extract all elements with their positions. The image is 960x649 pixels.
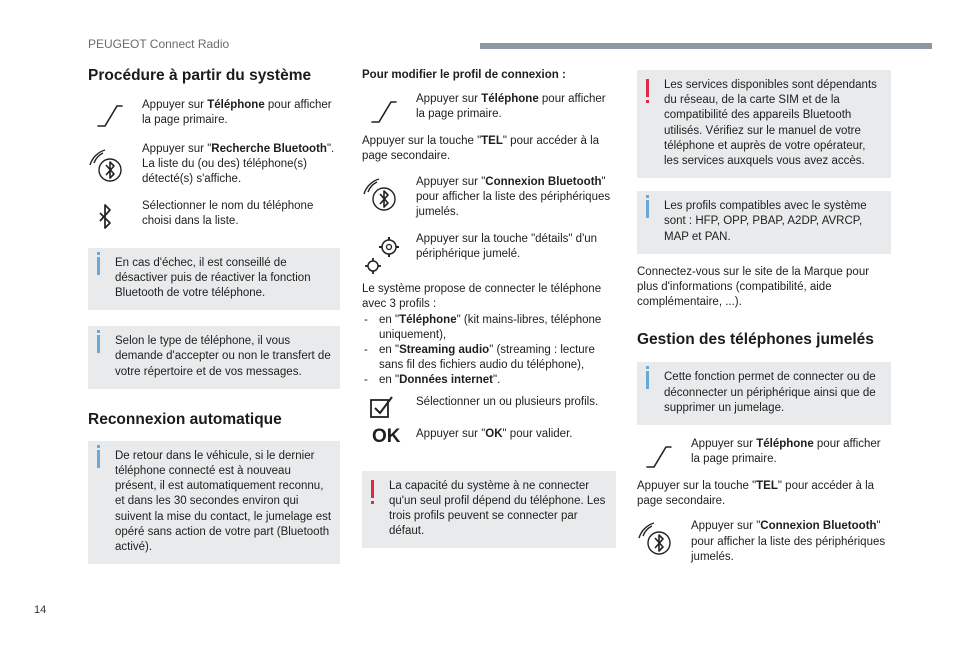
paragraph-tel: Appuyer sur la touche "TEL" pour accéder à la page secondaire. <box>362 135 600 163</box>
info-note: Selon le type de téléphone, il vous demande d'accepter ou non le transfert de votre répertoire et de vos messages. <box>88 326 340 389</box>
info-icon <box>97 450 100 468</box>
profile-list <box>362 313 616 389</box>
step-phone: Appuyer sur Téléphone pour afficher la page primaire. <box>88 96 340 132</box>
warning-icon <box>646 79 649 97</box>
info-icon <box>646 200 649 218</box>
subheading-profile: Pour modifier le profil de connexion : <box>362 69 566 81</box>
column-3 <box>637 66 891 565</box>
list-item: - en "Téléphone" (kit mains-libres, téléphone uniquement), <box>362 313 616 343</box>
list-item: - en "Données internet". <box>362 373 616 388</box>
step-bluetooth-connection: Appuyer sur "Connexion Bluetooth" pour afficher la liste des périphériques jumelés. <box>362 175 616 221</box>
section-heading-procedure: Procédure à partir du système <box>88 67 312 84</box>
step-ok: OK Appuyer sur "OK" pour valider. <box>362 427 616 461</box>
step-select-profiles: Sélectionner un ou plusieurs profils. <box>362 395 616 425</box>
bluetooth-connection-icon <box>637 521 681 565</box>
info-note: Les profils compatibles avec le système sont : HFP, OPP, PBAP, A2DP, AVRCP, MAP et PAN. <box>637 191 891 254</box>
bluetooth-icon <box>88 199 132 243</box>
step-details: Appuyer sur la touche "détails" d'un périphérique jumelé. <box>362 232 616 276</box>
header-bar <box>480 43 932 49</box>
step-bluetooth-connection: Appuyer sur "Connexion Bluetooth" pour afficher la liste des périphériques jumelés. <box>637 519 891 565</box>
column-1 <box>88 66 340 564</box>
gears-icon <box>362 232 406 276</box>
step-phone: Appuyer sur Téléphone pour afficher la page primaire. <box>362 92 616 128</box>
phone-icon <box>362 92 406 136</box>
paragraph-profiles: Le système propose de connecter le téléphone avec 3 profils : <box>362 283 602 311</box>
step-bluetooth-search: Appuyer sur "Recherche Bluetooth". La liste du (ou des) téléphone(s) détecté(s) s'affiche. <box>88 142 340 188</box>
info-icon <box>97 257 100 275</box>
info-note: Cette fonction permet de connecter ou de déconnecter un périphérique ainsi que de supprimer un jumelage. <box>637 362 891 425</box>
bluetooth-search-icon <box>88 148 132 192</box>
step-select-phone: Sélectionner le nom du téléphone choisi dans la liste. <box>88 199 340 235</box>
info-icon <box>646 371 649 389</box>
info-note: En cas d'échec, il est conseillé de désactiver puis de réactiver la fonction Bluetooth de votre téléphone. <box>88 248 340 311</box>
phone-icon <box>637 437 681 481</box>
paragraph-website: Connectez-vous sur le site de la Marque pour plus d'informations (compatibilité, aide complémentaire, ...). <box>637 265 870 309</box>
section-heading-paired: Gestion des téléphones jumelés <box>637 331 874 349</box>
warning-icon <box>371 480 374 498</box>
page-number: 14 <box>34 604 47 616</box>
list-item: - en "Streaming audio" (streaming : lecture sans fil des fichiers audio du téléphone), <box>362 343 616 373</box>
warning-note: Les services disponibles sont dépendants du réseau, de la carte SIM et de la compatibilité des appareils Bluetooth utilisés. Vérifiez sur le manuel de votre téléphone et auprès de votre opérateur, les services auxquels vous avez accès. <box>637 70 891 178</box>
step-phone: Appuyer sur Téléphone pour afficher la page primaire. <box>637 437 891 473</box>
bluetooth-connection-icon <box>362 177 406 221</box>
column-2 <box>362 66 616 548</box>
header-title: PEUGEOT Connect Radio <box>88 37 230 51</box>
section-heading-reconnection: Reconnexion automatique <box>88 410 282 428</box>
info-icon <box>97 335 100 353</box>
info-note: De retour dans le véhicule, si le dernier téléphone connecté est à nouveau présent, il est automatiquement reconnu, et dans les 30 secondes environ qui suivent la mise du contact, le jumelage est opéré sans action de votre part (Bluetooth activé). <box>88 441 340 564</box>
ok-icon: OK <box>372 425 401 447</box>
paragraph-tel: Appuyer sur la touche "TEL" pour accéder à la page secondaire. <box>637 480 875 508</box>
phone-icon <box>88 96 132 140</box>
warning-note: La capacité du système à ne connecter qu'un seul profil dépend du téléphone. Les trois profils peuvent se connecter par défaut. <box>362 471 616 549</box>
